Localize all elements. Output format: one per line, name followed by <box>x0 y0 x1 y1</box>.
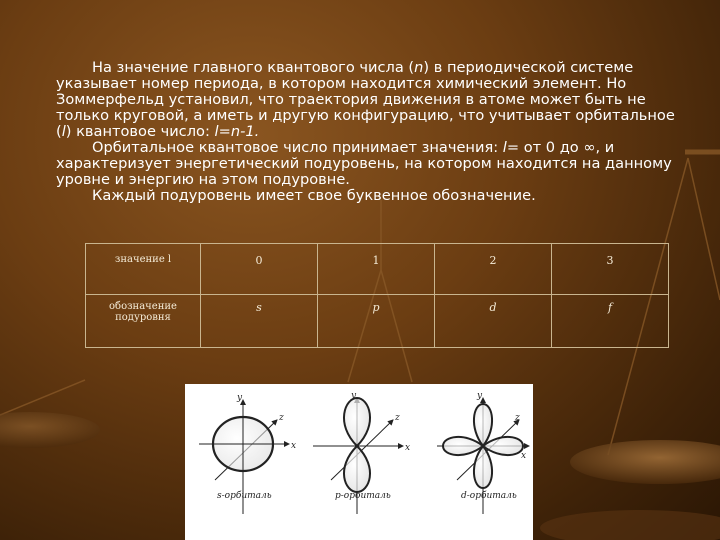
sublevel-table <box>85 243 669 348</box>
p1-text-a: На значение главного квантового числа ( <box>92 59 415 76</box>
axis-label: y <box>351 391 357 401</box>
axis-label: z <box>279 413 284 423</box>
orbitals-diagram <box>185 384 533 540</box>
axis-label: y <box>237 393 243 403</box>
table-cell: d <box>435 295 552 348</box>
table-cell: f <box>552 295 669 348</box>
orbital-caption: s-орбиталь <box>217 491 272 501</box>
body-text <box>56 60 676 204</box>
p1-symbol-l: l <box>61 123 66 140</box>
table-cell: 2 <box>435 244 552 295</box>
table-cell: 0 <box>201 244 318 295</box>
axis-label: x <box>521 451 527 461</box>
p2-symbol-l: l <box>502 139 507 156</box>
orbitals-figure <box>185 384 533 540</box>
p1-text-c: ) квантовое число: <box>65 123 215 140</box>
sublevel-table-wrap <box>85 243 669 348</box>
paragraph-principal-number <box>56 60 676 140</box>
axis-label: z <box>395 413 400 423</box>
table-row <box>86 244 669 295</box>
axis-label: y <box>477 391 483 401</box>
table-cell: 3 <box>552 244 669 295</box>
table-cell: 1 <box>318 244 435 295</box>
orbital-caption: d-орбиталь <box>461 491 517 501</box>
table-row <box>86 295 669 348</box>
axis-label: x <box>405 443 411 453</box>
p2-text-a: Орбитальное квантовое число принимает значения: <box>92 139 503 156</box>
axis-label: z <box>515 413 520 423</box>
table-header-cell: значение l <box>86 244 201 295</box>
axis-label: x <box>291 441 297 451</box>
orbital-caption: p-орбиталь <box>335 491 391 501</box>
table-header-cell: обозначение подуровня <box>86 295 201 348</box>
p1-text-b: ) в периодической системе указывает номер периода, в котором находится химический элемент. Но Зоммерфельд установил, что траектория движения в атоме может быть не только круговой, а иметь и другую конфигурацию, что учитывает орбитальное ( <box>56 59 675 140</box>
p2-text-b: = от 0 до ∞, и характеризует энергетический подуровень, на котором находится на данному уровне и энергию на этом подуровне. <box>56 139 672 188</box>
table-cell: s <box>201 295 318 348</box>
p1-formula: l=n-1. <box>214 123 260 140</box>
p1-symbol-n: n <box>414 59 424 76</box>
paragraph-orbital-number <box>56 140 676 188</box>
paragraph-sublevel-letters: Каждый подуровень имеет свое буквенное обозначение. <box>92 187 536 204</box>
table-cell: p <box>318 295 435 348</box>
